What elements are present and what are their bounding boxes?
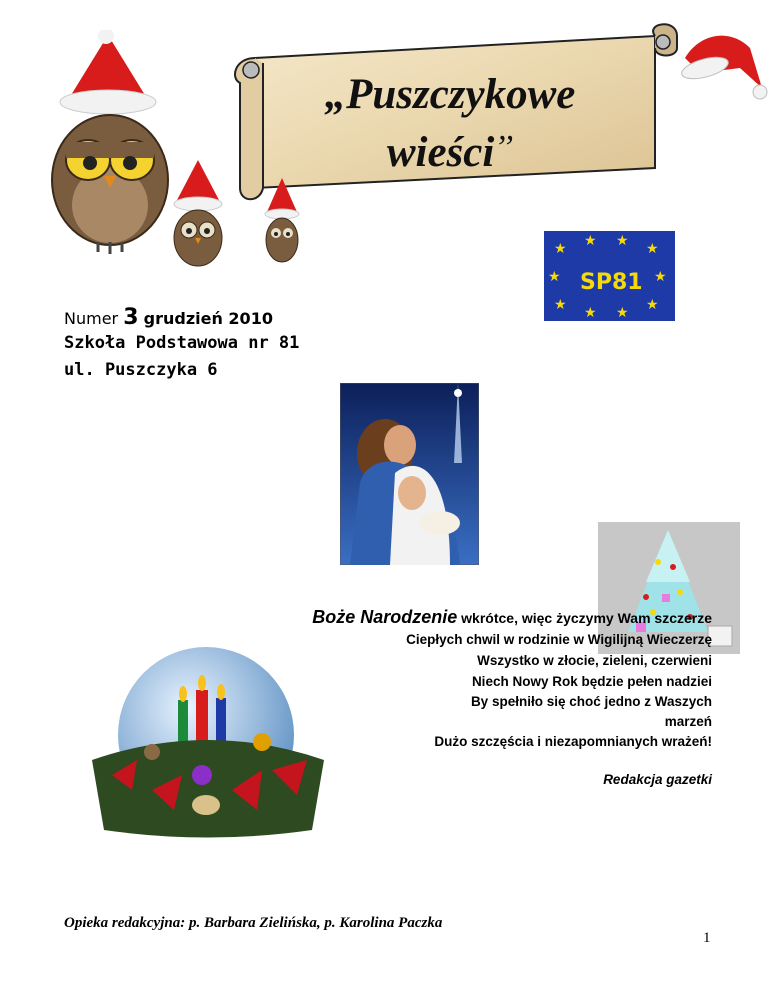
greeting-line-3: Wszystko w złocie, zieleni, czerwieni [477, 653, 712, 668]
school-logo-sp81 [544, 231, 675, 321]
issue-number: 3 [123, 305, 139, 330]
svg-text:★: ★ [554, 297, 567, 313]
newsletter-title-line2: wieści’’ [386, 129, 514, 176]
santa-hat-icon [680, 28, 768, 103]
svg-text:★: ★ [584, 305, 597, 321]
svg-text:★: ★ [616, 305, 629, 321]
small-owl-illustration [168, 160, 228, 270]
issue-label: Numer [64, 309, 119, 328]
school-address: ul. Puszczyka 6 [64, 360, 218, 380]
owl-with-santa-hat-illustration [48, 30, 178, 260]
svg-text:★: ★ [646, 241, 659, 257]
svg-text:★: ★ [548, 269, 561, 285]
svg-text:★: ★ [646, 297, 659, 313]
greeting-line-7: Dużo szczęścia i niezapomnianych wrażeń! [434, 734, 712, 749]
svg-text:★: ★ [654, 269, 667, 285]
editorial-signature: Redakcja gazetki [603, 772, 712, 787]
editorial-supervision-credit: Opieka redakcyjna: p. Barbara Zielińska, p. Karolina Paczka [64, 915, 443, 931]
advent-candles-snow-globe [92, 640, 324, 845]
svg-text:★: ★ [554, 241, 567, 257]
greeting-line-1: Boże Narodzenie wkrótce, więc życzymy Wam szczerze [312, 607, 712, 627]
issue-date: grudzień 2010 [143, 309, 273, 328]
tiny-owl-illustration [262, 178, 302, 268]
newsletter-title: „Puszczykowe [324, 71, 576, 118]
greeting-lead: Boże Narodzenie [312, 607, 458, 627]
page-number: 1 [703, 930, 711, 946]
greeting-line-2: Ciepłych chwil w rodzinie w Wigilijną Wieczerzę [406, 632, 712, 647]
greeting-line-5: By spełniło się choć jedno z Waszych [470, 694, 712, 709]
greeting-line-4: Niech Nowy Rok będzie pełen nadziei [471, 674, 712, 689]
svg-text:★: ★ [584, 233, 597, 249]
svg-text:SP81: SP81 [580, 270, 643, 295]
issue-info [64, 305, 273, 330]
nativity-picture [340, 383, 479, 565]
closing-quote: ’’ [494, 129, 514, 166]
greeting-line-6: marzeń [664, 714, 712, 729]
svg-text:★: ★ [616, 233, 629, 249]
school-name: Szkoła Podstawowa nr 81 [64, 333, 300, 353]
